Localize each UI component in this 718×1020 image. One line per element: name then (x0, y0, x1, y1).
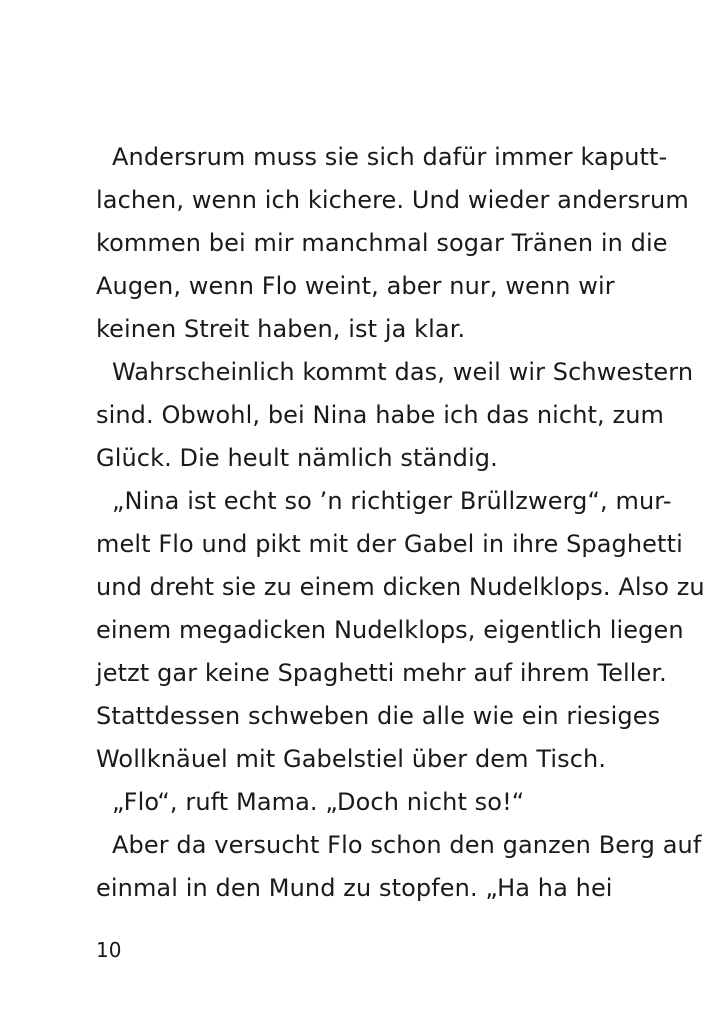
text-line: Wollknäuel mit Gabelstiel über dem Tisch. (96, 745, 607, 773)
text-line: „Flo“, ruft Mama. „Doch nicht so!“ (112, 788, 525, 816)
text-line: und dreht sie zu einem dicken Nudelklops. Also zu (96, 573, 705, 601)
text-line: einem megadicken Nudelklops, eigentlich liegen (96, 616, 684, 644)
text-line: Aber da versucht Flo schon den ganzen Berg auf (112, 831, 702, 859)
text-line: Glück. Die heult nämlich ständig. (96, 444, 498, 472)
text-line: „Nina ist echt so ’n richtiger Brüllzwerg“, mur- (112, 487, 672, 515)
text-line: sind. Obwohl, bei Nina habe ich das nicht, zum (96, 401, 664, 429)
text-line: kommen bei mir manchmal sogar Tränen in die (96, 229, 668, 257)
text-line: melt Flo und pikt mit der Gabel in ihre Spaghetti (96, 530, 683, 558)
text-line: jetzt gar keine Spaghetti mehr auf ihrem Teller. (96, 659, 667, 687)
text-line: lachen, wenn ich kichere. Und wieder andersrum (96, 186, 689, 214)
text-line: einmal in den Mund zu stopfen. „Ha ha hei (96, 874, 613, 902)
text-line: Stattdessen schweben die alle wie ein riesiges (96, 702, 661, 730)
text-line: Wahrscheinlich kommt das, weil wir Schwestern (112, 358, 694, 386)
page-number: 10 (96, 938, 122, 962)
text-line: Augen, wenn Flo weint, aber nur, wenn wir (96, 272, 615, 300)
text-line: Andersrum muss sie sich dafür immer kaputt- (112, 143, 668, 171)
text-line: keinen Streit haben, ist ja klar. (96, 315, 466, 343)
body-text (96, 136, 705, 910)
